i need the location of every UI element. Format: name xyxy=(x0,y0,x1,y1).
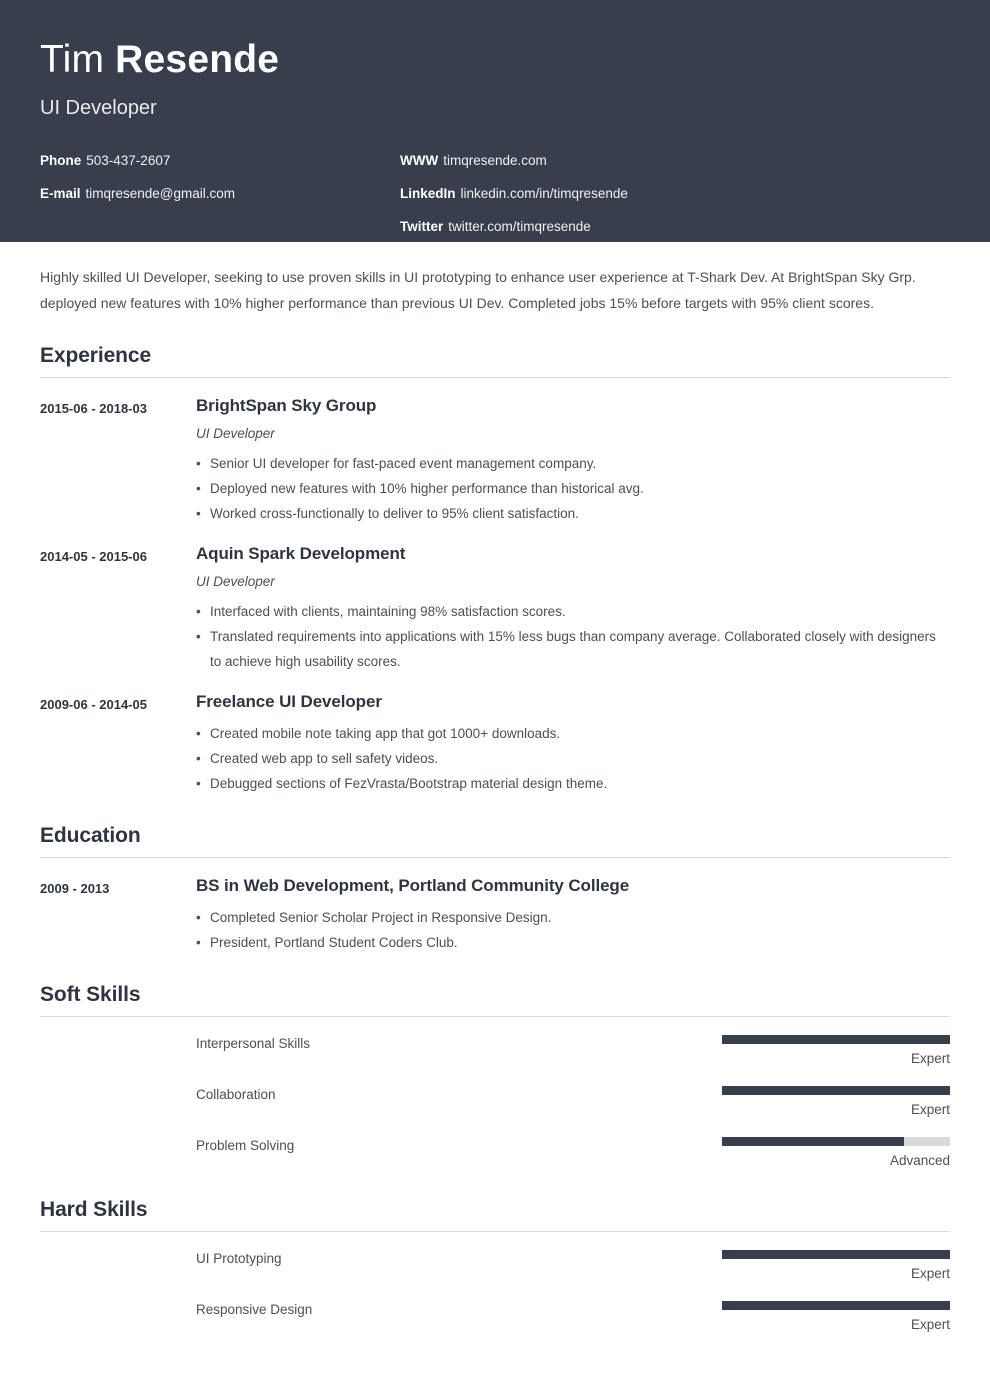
entry-detail xyxy=(196,691,950,796)
skill-meter xyxy=(722,1035,950,1068)
skill-meter-fill xyxy=(722,1035,950,1044)
entry-bullets xyxy=(196,905,950,955)
skill-level-label: Expert xyxy=(910,1051,950,1066)
entry-dates: 2015-06 - 2018-03 xyxy=(40,401,147,416)
contact-twitter-value[interactable]: twitter.com/timqresende xyxy=(448,219,591,234)
education-list xyxy=(40,875,950,955)
bullet-item: • Created web app to sell safety videos. xyxy=(196,746,950,771)
experience-entry xyxy=(40,691,950,796)
skill-meter xyxy=(722,1301,950,1334)
candidate-job-title: UI Developer xyxy=(40,97,157,119)
contact-www xyxy=(400,152,800,170)
skill-row xyxy=(40,1250,950,1283)
bullet-item: • Debugged sections of FezVrasta/Bootstrap material design theme. xyxy=(196,771,950,796)
contact-column-left xyxy=(40,152,400,251)
bullet-item: • President, Portland Student Coders Club. xyxy=(196,930,950,955)
section-title-education: Education xyxy=(40,824,950,858)
entry-bullets xyxy=(196,721,950,796)
first-name: Tim xyxy=(40,38,116,81)
experience-entry xyxy=(40,395,950,526)
contact-twitter xyxy=(400,218,800,236)
bullet-item: • Worked cross-functionally to deliver to 95% client satisfaction. xyxy=(196,501,950,526)
skill-level-label: Expert xyxy=(910,1317,950,1332)
entry-organization: BrightSpan Sky Group xyxy=(196,396,377,415)
contact-linkedin-value[interactable]: linkedin.com/in/timqresende xyxy=(460,186,628,201)
entry-organization: BS in Web Development, Portland Community College xyxy=(196,876,630,895)
entry-bullets xyxy=(196,599,950,674)
skill-name: UI Prototyping xyxy=(196,1251,282,1266)
skill-meter xyxy=(722,1086,950,1119)
skill-name: Collaboration xyxy=(196,1087,276,1102)
entry-bullets xyxy=(196,451,950,526)
experience-entry xyxy=(40,543,950,674)
skill-level-label: Advanced xyxy=(889,1153,950,1168)
skill-name: Responsive Design xyxy=(196,1302,313,1317)
resume-header xyxy=(0,0,990,242)
experience-list xyxy=(40,395,950,796)
entry-dates: 2009-06 - 2014-05 xyxy=(40,697,147,712)
contact-column-right xyxy=(400,152,800,251)
skill-meter xyxy=(722,1137,950,1170)
skill-meter-fill xyxy=(722,1086,950,1095)
skill-row xyxy=(40,1086,950,1119)
bullet-item: • Deployed new features with 10% higher performance than historical avg. xyxy=(196,476,950,501)
skill-level-label: Expert xyxy=(910,1102,950,1117)
skill-meter-fill xyxy=(722,1250,950,1259)
section-title-soft-skills: Soft Skills xyxy=(40,983,950,1017)
bullet-item: • Created mobile note taking app that got 1000+ downloads. xyxy=(196,721,950,746)
contact-email-value[interactable]: timqresende@gmail.com xyxy=(85,186,236,201)
skill-row xyxy=(40,1035,950,1068)
entry-organization: Freelance UI Developer xyxy=(196,692,382,711)
entry-dates: 2009 - 2013 xyxy=(40,881,110,896)
resume-body xyxy=(0,265,990,1334)
contact-twitter-label: Twitter xyxy=(400,219,444,234)
contact-grid xyxy=(40,152,950,251)
entry-detail xyxy=(196,543,950,674)
contact-phone-value[interactable]: 503-437-2607 xyxy=(86,153,171,168)
entry-role: UI Developer xyxy=(196,574,275,589)
contact-phone xyxy=(40,152,400,170)
skill-meter-track xyxy=(722,1250,950,1259)
bullet-item: • Interfaced with clients, maintaining 98% satisfaction scores. xyxy=(196,599,950,624)
section-title-experience: Experience xyxy=(40,344,950,378)
skill-name: Problem Solving xyxy=(196,1138,295,1153)
entry-role: UI Developer xyxy=(196,426,275,441)
skill-level-label: Expert xyxy=(910,1266,950,1281)
candidate-name xyxy=(40,38,950,82)
last-name: Resende xyxy=(115,38,280,81)
entry-organization: Aquin Spark Development xyxy=(196,544,406,563)
bullet-item: • Completed Senior Scholar Project in Responsive Design. xyxy=(196,905,950,930)
entry-detail xyxy=(196,875,950,955)
bullet-item: • Translated requirements into applications with 15% less bugs than company average. Collaborated closely with designers to achieve high usability scores. xyxy=(196,624,950,674)
contact-linkedin-label: LinkedIn xyxy=(400,186,456,201)
education-entry xyxy=(40,875,950,955)
hard-skills-list xyxy=(40,1250,950,1334)
contact-email-label: E-mail xyxy=(40,186,81,201)
bullet-item: • Senior UI developer for fast-paced event management company. xyxy=(196,451,950,476)
skill-meter-track xyxy=(722,1035,950,1044)
skill-meter-fill xyxy=(722,1301,950,1310)
skill-name: Interpersonal Skills xyxy=(196,1036,311,1051)
skill-row xyxy=(40,1137,950,1170)
contact-www-value[interactable]: timqresende.com xyxy=(443,153,547,168)
contact-phone-label: Phone xyxy=(40,153,82,168)
entry-detail xyxy=(196,395,950,526)
skill-row xyxy=(40,1301,950,1334)
contact-www-label: WWW xyxy=(400,153,439,168)
entry-dates: 2014-05 - 2015-06 xyxy=(40,549,147,564)
skill-meter-track xyxy=(722,1301,950,1310)
skill-meter-track xyxy=(722,1086,950,1095)
skill-meter-fill xyxy=(722,1137,904,1146)
contact-linkedin xyxy=(400,185,800,203)
section-title-hard-skills: Hard Skills xyxy=(40,1198,950,1232)
skill-meter xyxy=(722,1250,950,1283)
professional-summary: Highly skilled UI Developer, seeking to use proven skills in UI prototyping to enhance user experience at T-Shark Dev. At BrightSpan Sky Grp. deployed new features with 10% higher performance than previous UI Dev. Completed jobs 15% before targets with 95% client scores. xyxy=(40,269,916,311)
soft-skills-list xyxy=(40,1035,950,1170)
contact-email xyxy=(40,185,400,203)
skill-meter-track xyxy=(722,1137,950,1146)
